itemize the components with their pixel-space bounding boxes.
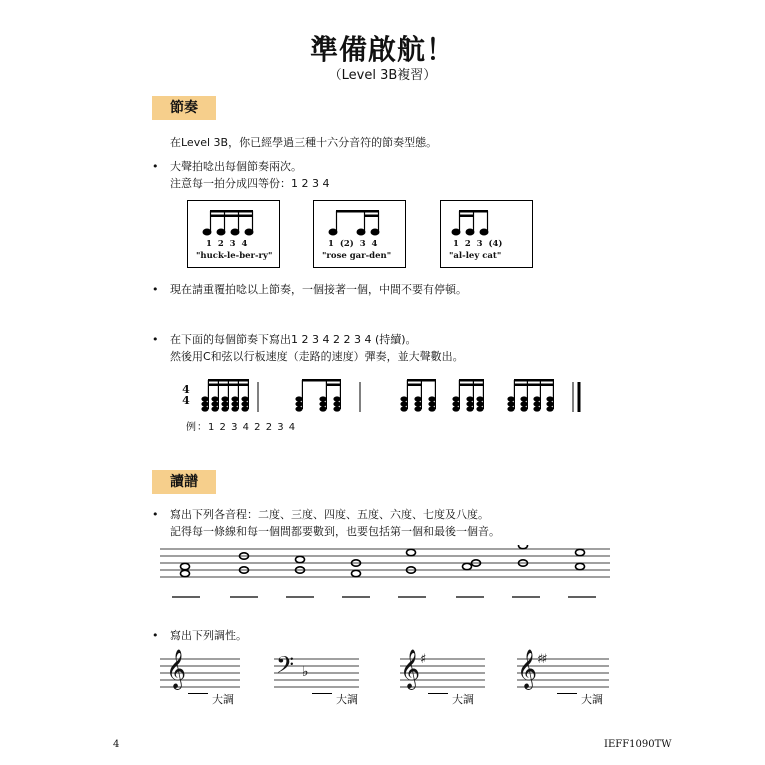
answer-blank[interactable] <box>188 693 208 694</box>
eighth-two-sixteenths-icon <box>328 207 388 237</box>
rhythm-instruction-3a: 在下面的每個節奏下寫出1 2 3 4 2 2 3 4 (持續)。 <box>170 333 417 346</box>
answer-blank[interactable] <box>312 693 332 694</box>
rhythm-counts: 1 2 3 (4) <box>453 239 503 249</box>
rhythm-word: "rose gar-den" <box>322 251 392 261</box>
two-sixteenths-eighth-icon <box>451 207 511 237</box>
rhythm-counts: 1 (2) 3 4 <box>328 239 378 249</box>
count-example: 例：1 2 3 4 2 2 3 4 <box>186 422 297 433</box>
key-label: 大調 <box>581 693 603 706</box>
bullet-icon: • <box>152 333 159 346</box>
sharps-icon: ♯♯ <box>537 652 546 667</box>
treble-clef-icon: 𝄞 <box>517 649 538 689</box>
answer-blank[interactable] <box>557 693 577 694</box>
key-label: 大調 <box>336 693 358 706</box>
rhythm-box-huckleberry <box>187 200 280 268</box>
rhythm-instruction-2: 現在請重覆拍唸以上節奏，一個接著一個，中間不要有停頓。 <box>170 283 467 296</box>
key-signature-2 <box>274 651 359 715</box>
rhythm-instruction-3b: 然後用C和弦以行板速度（走路的速度）彈奏，並大聲數出。 <box>170 350 464 363</box>
rhythm-instruction-1b: 注意每一拍分成四等份：1 2 3 4 <box>170 177 330 190</box>
bullet-icon: • <box>152 160 159 173</box>
section-badge-rhythm: 節奏 <box>152 96 216 120</box>
rhythm-instruction-1a: 大聲拍唸出每個節奏兩次。 <box>170 160 302 173</box>
book-code: IEFF1090TW <box>604 739 672 750</box>
chord-group <box>201 379 249 412</box>
reading-instruction-1a: 寫出下列各音程：二度、三度、四度、五度、六度、七度及八度。 <box>170 508 489 521</box>
bullet-icon: • <box>152 629 159 642</box>
chord-group <box>400 379 436 412</box>
interval-staff <box>160 545 610 605</box>
chord-group <box>295 379 341 412</box>
time-signature-top: 4 <box>182 383 190 396</box>
chord-group <box>452 379 484 412</box>
four-sixteenths-icon <box>202 207 262 237</box>
bullet-icon: • <box>152 283 159 296</box>
reading-instruction-2: 寫出下列調性。 <box>170 629 247 642</box>
answer-blank[interactable] <box>428 693 448 694</box>
page-title: 準備啟航！ <box>309 33 455 66</box>
rhythm-box-alley-cat <box>440 200 533 268</box>
rhythm-box-rose-garden <box>313 200 406 268</box>
rhythm-word: "al-ley cat" <box>449 251 502 261</box>
chord-group <box>507 379 554 412</box>
sharp-icon: ♯ <box>420 652 427 667</box>
rhythm-counts: 1 2 3 4 <box>206 239 248 249</box>
key-label: 大調 <box>212 693 234 706</box>
flat-icon: ♭ <box>302 664 309 680</box>
bass-clef-icon: 𝄢 <box>276 651 295 684</box>
bullet-icon: • <box>152 508 159 521</box>
time-signature-bottom: 4 <box>182 394 190 407</box>
treble-clef-icon: 𝄞 <box>166 649 187 689</box>
page-subtitle: （Level 3B複習） <box>328 68 437 83</box>
treble-clef-icon: 𝄞 <box>400 649 421 689</box>
rhythm-intro: 在Level 3B，你已經學過三種十六分音符的節奏型態。 <box>170 136 438 149</box>
time-signature <box>180 384 192 406</box>
page-number: 4 <box>113 739 120 750</box>
reading-instruction-1b: 記得每一條線和每一個間都要數到，也要包括第一個和最後一個音。 <box>170 525 500 538</box>
rhythm-word: "huck-le-ber-ry" <box>196 251 273 261</box>
key-label: 大調 <box>452 693 474 706</box>
key-signature-3 <box>400 649 485 715</box>
key-signature-1 <box>160 649 240 715</box>
rhythm-exercise-line <box>195 376 595 416</box>
key-signature-4 <box>517 649 609 715</box>
section-badge-reading: 讀譜 <box>152 470 216 494</box>
